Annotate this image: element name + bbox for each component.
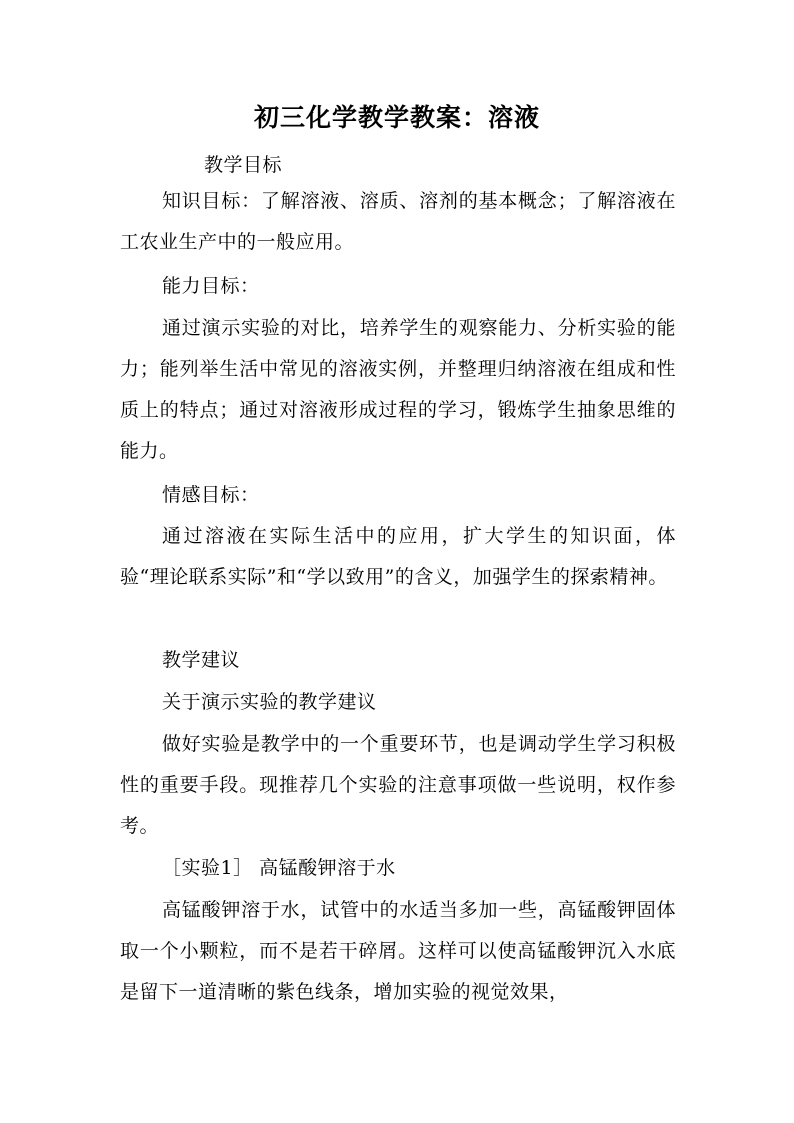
heading-emotion-goal: 情感目标： bbox=[162, 484, 260, 506]
section-heading-suggestions: 教学建议 bbox=[162, 649, 241, 671]
heading-demo-suggestion: 关于演示实验的教学建议 bbox=[162, 691, 377, 713]
paragraph-experiment-1: 高锰酸钾溶于水，试管中的水适当多加一些，高锰酸钾固体取一个小颗粒，而不是若干碎屑。这样可以使高锰酸钾沉入水底是留下一道清晰的紫色线条，增加实验的视觉效果， bbox=[120, 899, 676, 1003]
paragraph-demo-suggestion: 做好实验是教学中的一个重要环节，也是调动学生学习积极性的重要手段。现推荐几个实验的注意事项做一些说明，权作参考。 bbox=[120, 733, 676, 837]
document-title: 初三化学教学教案：溶液 bbox=[253, 103, 540, 132]
paragraph-ability-goal: 通过演示实验的对比，培养学生的观察能力、分析实验的能力；能列举生活中常见的溶液实例，并整理归纳溶液在组成和性质上的特点；通过对溶液形成过程的学习，锻炼学生抽象思维的能力。 bbox=[120, 317, 676, 462]
heading-ability-goal: 能力目标： bbox=[162, 275, 260, 297]
heading-experiment-1: ［实验1］ 高锰酸钾溶于水 bbox=[162, 857, 396, 879]
paragraph-emotion-goal: 通过溶液在实际生活中的应用，扩大学生的知识面，体验“理论联系实际”和“学以致用”的含义，加强学生的探索精神。 bbox=[120, 525, 676, 588]
section-heading-objectives: 教学目标 bbox=[204, 154, 283, 176]
paragraph-knowledge-goal: 知识目标：了解溶液、溶质、溶剂的基本概念；了解溶液在工农业生产中的一般应用。 bbox=[120, 190, 676, 253]
